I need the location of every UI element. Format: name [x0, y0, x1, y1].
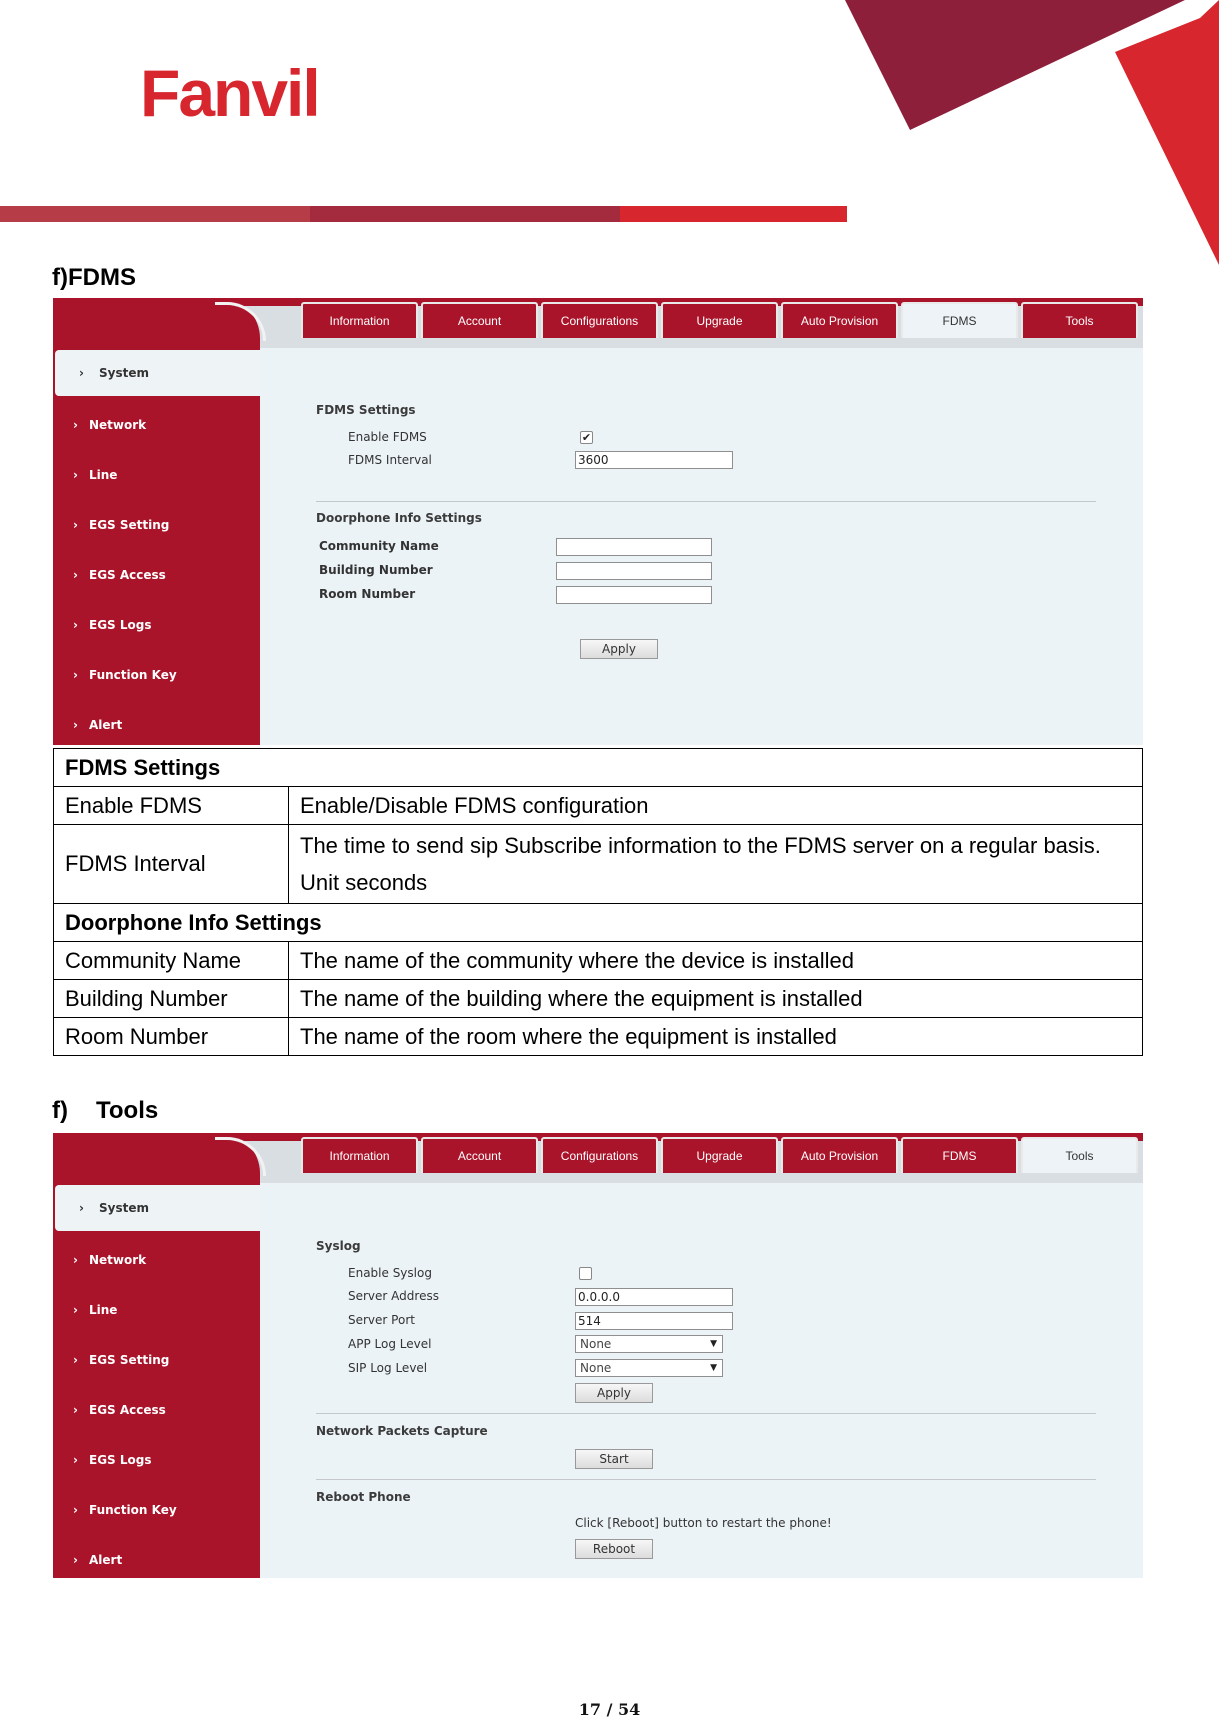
sidebar-item-system[interactable]: › System [55, 350, 260, 396]
enable-syslog-label: Enable Syslog [348, 1266, 432, 1280]
table-row [54, 1018, 1143, 1056]
table-row [54, 904, 1143, 942]
app-log-level-select[interactable]: None ▼ [575, 1335, 723, 1353]
sidebar-nav [53, 350, 260, 745]
enable-syslog-checkbox[interactable] [579, 1267, 592, 1280]
section-heading-tools: f) Tools [52, 1097, 159, 1124]
table-cell-name: Room Number [54, 1018, 289, 1056]
fdms-settings-title: FDMS Settings [316, 403, 416, 417]
divider [316, 1413, 1096, 1414]
tab-configurations[interactable]: Configurations [541, 302, 658, 338]
tab-upgrade[interactable]: Upgrade [661, 1137, 778, 1173]
divider [316, 1479, 1096, 1480]
sidebar-item-system[interactable]: › System [55, 1185, 260, 1231]
table-cell-desc: The time to send sip Subscribe information to the FDMS server on a regular basis. Unit seconds [289, 825, 1143, 904]
tab-fdms[interactable]: FDMS [901, 302, 1018, 338]
building-number-label: Building Number [319, 563, 433, 577]
enable-fdms-label: Enable FDMS [348, 430, 427, 444]
sidebar-item-egs-logs[interactable]: › EGS Logs [73, 618, 152, 632]
chevron-right-icon: › [73, 418, 78, 432]
enable-fdms-checkbox[interactable]: ✔ [581, 431, 592, 444]
dropdown-arrow-icon: ▼ [710, 1339, 717, 1349]
header-decoration [0, 0, 1219, 270]
sip-log-level-select[interactable]: None ▼ [575, 1359, 723, 1377]
tools-ui-screenshot [53, 1133, 1143, 1578]
svg-text:Fanvil: Fanvil [140, 62, 319, 126]
tab-configurations[interactable]: Configurations [541, 1137, 658, 1173]
sidebar-nav [53, 1185, 260, 1578]
chevron-right-icon: › [73, 1553, 78, 1567]
sidebar-item-network[interactable]: › Network [73, 1253, 147, 1267]
chevron-right-icon: › [73, 1503, 78, 1517]
server-address-input[interactable]: 0.0.0.0 [575, 1288, 733, 1306]
fdms-interval-input[interactable]: 3600 [575, 451, 733, 469]
chevron-right-icon: › [73, 1253, 78, 1267]
sidebar-item-function-key[interactable]: › Function Key [73, 668, 177, 682]
table-cell-name: FDMS Interval [54, 825, 289, 904]
table-cell-desc: The name of the community where the device is installed [289, 942, 1143, 980]
tab-auto-provision[interactable]: Auto Provision [781, 302, 898, 338]
fdms-ui-screenshot [53, 298, 1143, 745]
table-row [54, 749, 1143, 787]
sidebar-item-alert[interactable]: › Alert [73, 1553, 123, 1567]
fanvil-logo [140, 62, 340, 126]
table-row [54, 980, 1143, 1018]
table-row [54, 787, 1143, 825]
sidebar-item-egs-access[interactable]: › EGS Access [73, 1403, 166, 1417]
sidebar-item-line[interactable]: › Line [73, 468, 118, 482]
doorphone-info-title: Doorphone Info Settings [316, 511, 482, 525]
chevron-right-icon: › [79, 1201, 84, 1215]
tab-auto-provision[interactable]: Auto Provision [781, 1137, 898, 1173]
server-port-label: Server Port [348, 1313, 415, 1327]
tab-information[interactable]: Information [301, 1137, 418, 1173]
table-row [54, 825, 1143, 904]
tab-tools[interactable]: Tools [1021, 1137, 1138, 1173]
table-cell-desc: The name of the room where the equipment is installed [289, 1018, 1143, 1056]
chevron-right-icon: › [73, 618, 78, 632]
apply-button[interactable]: Apply [580, 639, 658, 659]
chevron-right-icon: › [73, 1453, 78, 1467]
tab-fdms[interactable]: FDMS [901, 1137, 1018, 1173]
sidebar-item-egs-setting[interactable]: › EGS Setting [73, 1353, 170, 1367]
table-section-header: Doorphone Info Settings [54, 904, 1143, 942]
community-name-input[interactable] [556, 538, 712, 556]
chevron-right-icon: › [73, 668, 78, 682]
chevron-right-icon: › [79, 366, 84, 380]
divider [316, 501, 1096, 502]
sidebar-item-function-key[interactable]: › Function Key [73, 1503, 177, 1517]
apply-button[interactable]: Apply [575, 1383, 653, 1403]
app-log-level-label: APP Log Level [348, 1337, 432, 1351]
chevron-right-icon: › [73, 518, 78, 532]
fdms-interval-label: FDMS Interval [348, 453, 432, 467]
chevron-right-icon: › [73, 1353, 78, 1367]
sidebar-item-egs-logs[interactable]: › EGS Logs [73, 1453, 152, 1467]
reboot-phone-title: Reboot Phone [316, 1490, 411, 1504]
reboot-button[interactable]: Reboot [575, 1539, 653, 1559]
sidebar-item-line[interactable]: › Line [73, 1303, 118, 1317]
sidebar-item-network[interactable]: › Network [73, 418, 147, 432]
table-section-header: FDMS Settings [54, 749, 1143, 787]
syslog-title: Syslog [316, 1239, 361, 1253]
tab-tools[interactable]: Tools [1021, 302, 1138, 338]
chevron-right-icon: › [73, 568, 78, 582]
chevron-right-icon: › [73, 1403, 78, 1417]
dropdown-arrow-icon: ▼ [710, 1363, 717, 1373]
section-heading-fdms: f)FDMS [52, 264, 136, 291]
table-cell-name: Community Name [54, 942, 289, 980]
sidebar-item-egs-access[interactable]: › EGS Access [73, 568, 166, 582]
tab-account[interactable]: Account [421, 302, 538, 338]
fdms-description-table [53, 748, 1143, 1056]
table-row [54, 942, 1143, 980]
room-number-label: Room Number [319, 587, 416, 601]
network-packets-capture-title: Network Packets Capture [316, 1424, 488, 1438]
room-number-input[interactable] [556, 586, 712, 604]
tab-account[interactable]: Account [421, 1137, 538, 1173]
server-address-label: Server Address [348, 1289, 439, 1303]
chevron-right-icon: › [73, 468, 78, 482]
start-button[interactable]: Start [575, 1449, 653, 1469]
chevron-right-icon: › [73, 718, 78, 732]
tab-bar [301, 302, 1141, 338]
sidebar-item-alert[interactable]: › Alert [73, 718, 123, 732]
sip-log-level-label: SIP Log Level [348, 1361, 428, 1375]
server-port-input[interactable]: 514 [575, 1312, 733, 1330]
page-number: 17 / 54 [578, 1700, 641, 1719]
chevron-right-icon: › [73, 1303, 78, 1317]
tab-information[interactable]: Information [301, 302, 418, 338]
table-cell-name: Enable FDMS [54, 787, 289, 825]
community-name-label: Community Name [319, 539, 439, 553]
table-cell-name: Building Number [54, 980, 289, 1018]
table-cell-desc: The name of the building where the equipment is installed [289, 980, 1143, 1018]
tab-bar [301, 1137, 1141, 1173]
sidebar-item-egs-setting[interactable]: › EGS Setting [73, 518, 170, 532]
tab-upgrade[interactable]: Upgrade [661, 302, 778, 338]
building-number-input[interactable] [556, 562, 712, 580]
reboot-hint: Click [Reboot] button to restart the phone! [575, 1516, 832, 1530]
table-cell-desc: Enable/Disable FDMS configuration [289, 787, 1143, 825]
